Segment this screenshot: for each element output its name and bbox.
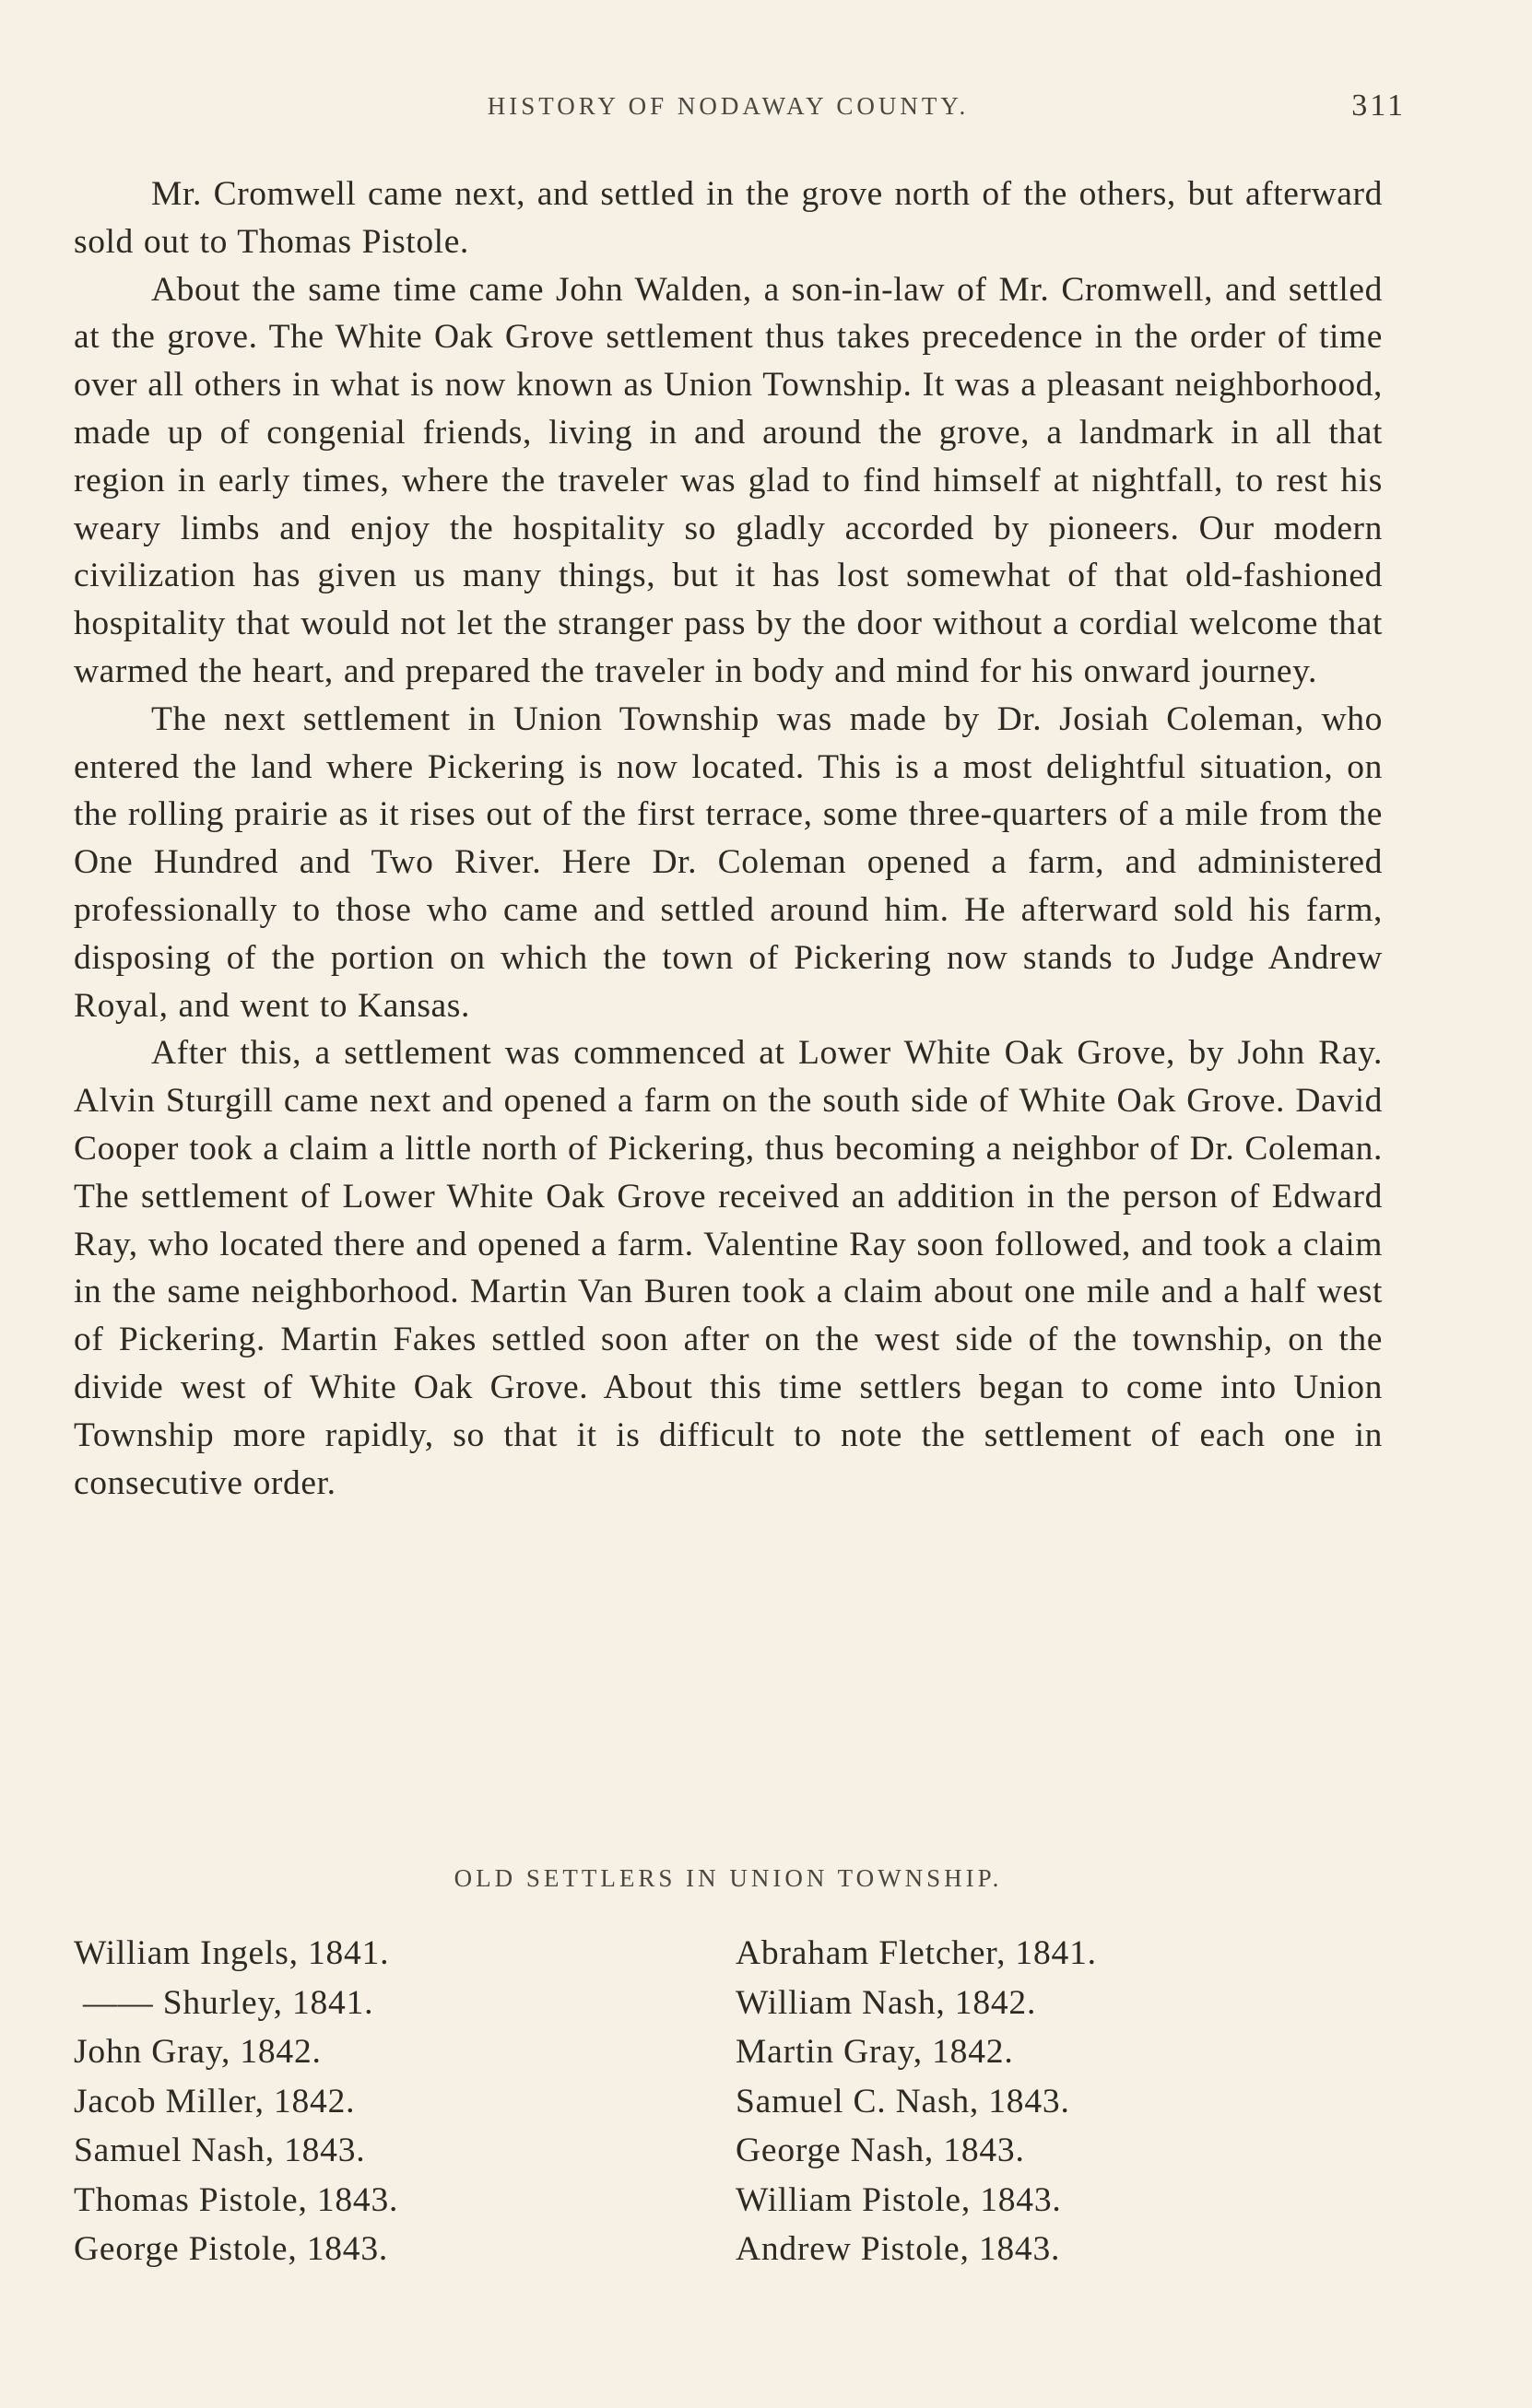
settler-entry: Samuel C. Nash, 1843. bbox=[736, 2082, 1070, 2120]
settler-entry: William Ingels, 1841. bbox=[74, 1934, 390, 1972]
settler-entry: Abraham Fletcher, 1841. bbox=[736, 1934, 1097, 1972]
running-title: HISTORY OF NODAWAY COUNTY. bbox=[487, 92, 970, 120]
paragraph-lower-white-oak: After this, a settlement was commenced at Lower White Oak Grove, by John Ray. Alvin Sturgill came next and opened a farm on the south side of White Oak Grove. David Cooper took a claim a little north of Pickering, thus becoming a neighbor of Dr. Coleman. The settlement of Lower White Oak Grove received an addition in the person of Edward Ray, who located there and opened a farm. Valentine Ray soon followed, and took a claim in the same neighborhood. Martin Van Buren took a claim about one mile and a half west of Pickering. Martin Fakes settled soon after on the west side of the township, on the divide west of White Oak Grove. About this time settlers began to come into Union Township more rapidly, so that it is difficult to note the settlement of each one in consecutive order. bbox=[74, 1034, 1383, 1502]
body-text bbox=[74, 170, 1383, 1507]
settler-entry: William Nash, 1842. bbox=[736, 1983, 1037, 2022]
settler-entry: Martin Gray, 1842. bbox=[736, 2033, 1014, 2071]
section-heading: OLD SETTLERS IN UNION TOWNSHIP. bbox=[454, 1864, 1003, 1892]
settler-entry: Andrew Pistole, 1843. bbox=[736, 2230, 1061, 2268]
settlers-right-column bbox=[736, 1929, 1381, 2274]
paragraph-cromwell: Mr. Cromwell came next, and settled in the grove north of the others, but afterward sold out to Thomas Pistole. bbox=[74, 175, 1383, 261]
settler-entry: John Gray, 1842. bbox=[74, 2033, 322, 2071]
settler-entry: George Nash, 1843. bbox=[736, 2132, 1025, 2169]
page-number: 311 bbox=[1351, 88, 1406, 123]
paragraph-walden: About the same time came John Walden, a son-in-law of Mr. Cromwell, and settled at the grove. The White Oak Grove settlement thus takes precedence in the order of time over all others in what is now known as Union Township. It was a pleasant neighborhood, made up of congenial friends, living in and around the grove, a landmark in all that region in early times, where the traveler was glad to find himself at nightfall, to rest his weary limbs and enjoy the hospitality so gladly accorded by pioneers. Our modern civilization has given us many things, but it has lost somewhat of that old-fashioned hospitality that would not let the stranger pass by the door without a cordial welcome that warmed the heart, and prepared the traveler in body and mind for his onward journey. bbox=[74, 270, 1383, 690]
settlers-left-column bbox=[74, 1929, 719, 2274]
settler-entry: Thomas Pistole, 1843. bbox=[74, 2180, 399, 2219]
settler-entry: Samuel Nash, 1843. bbox=[74, 2132, 366, 2169]
settler-entry: —— Shurley, 1841. bbox=[83, 1983, 374, 2022]
settler-entry: Jacob Miller, 1842. bbox=[74, 2082, 356, 2120]
paragraph-coleman: The next settlement in Union Township was made by Dr. Josiah Coleman, who entered the land where Pickering is now located. This is a most delightful situation, on the rolling prairie as it rises out of the first terrace, some three-quarters of a mile from the One Hundred and Two River. Here Dr. Coleman opened a farm, and administered professionally to those who came and settled around him. He afterward sold his farm, disposing of the portion on which the town of Pickering now stands to Judge Andrew Royal, and went to Kansas. bbox=[74, 699, 1383, 1025]
settler-entry: William Pistole, 1843. bbox=[736, 2180, 1062, 2219]
running-head bbox=[74, 88, 1406, 138]
settler-entry: George Pistole, 1843. bbox=[74, 2230, 389, 2268]
old-settlers-list bbox=[74, 1929, 1383, 2316]
